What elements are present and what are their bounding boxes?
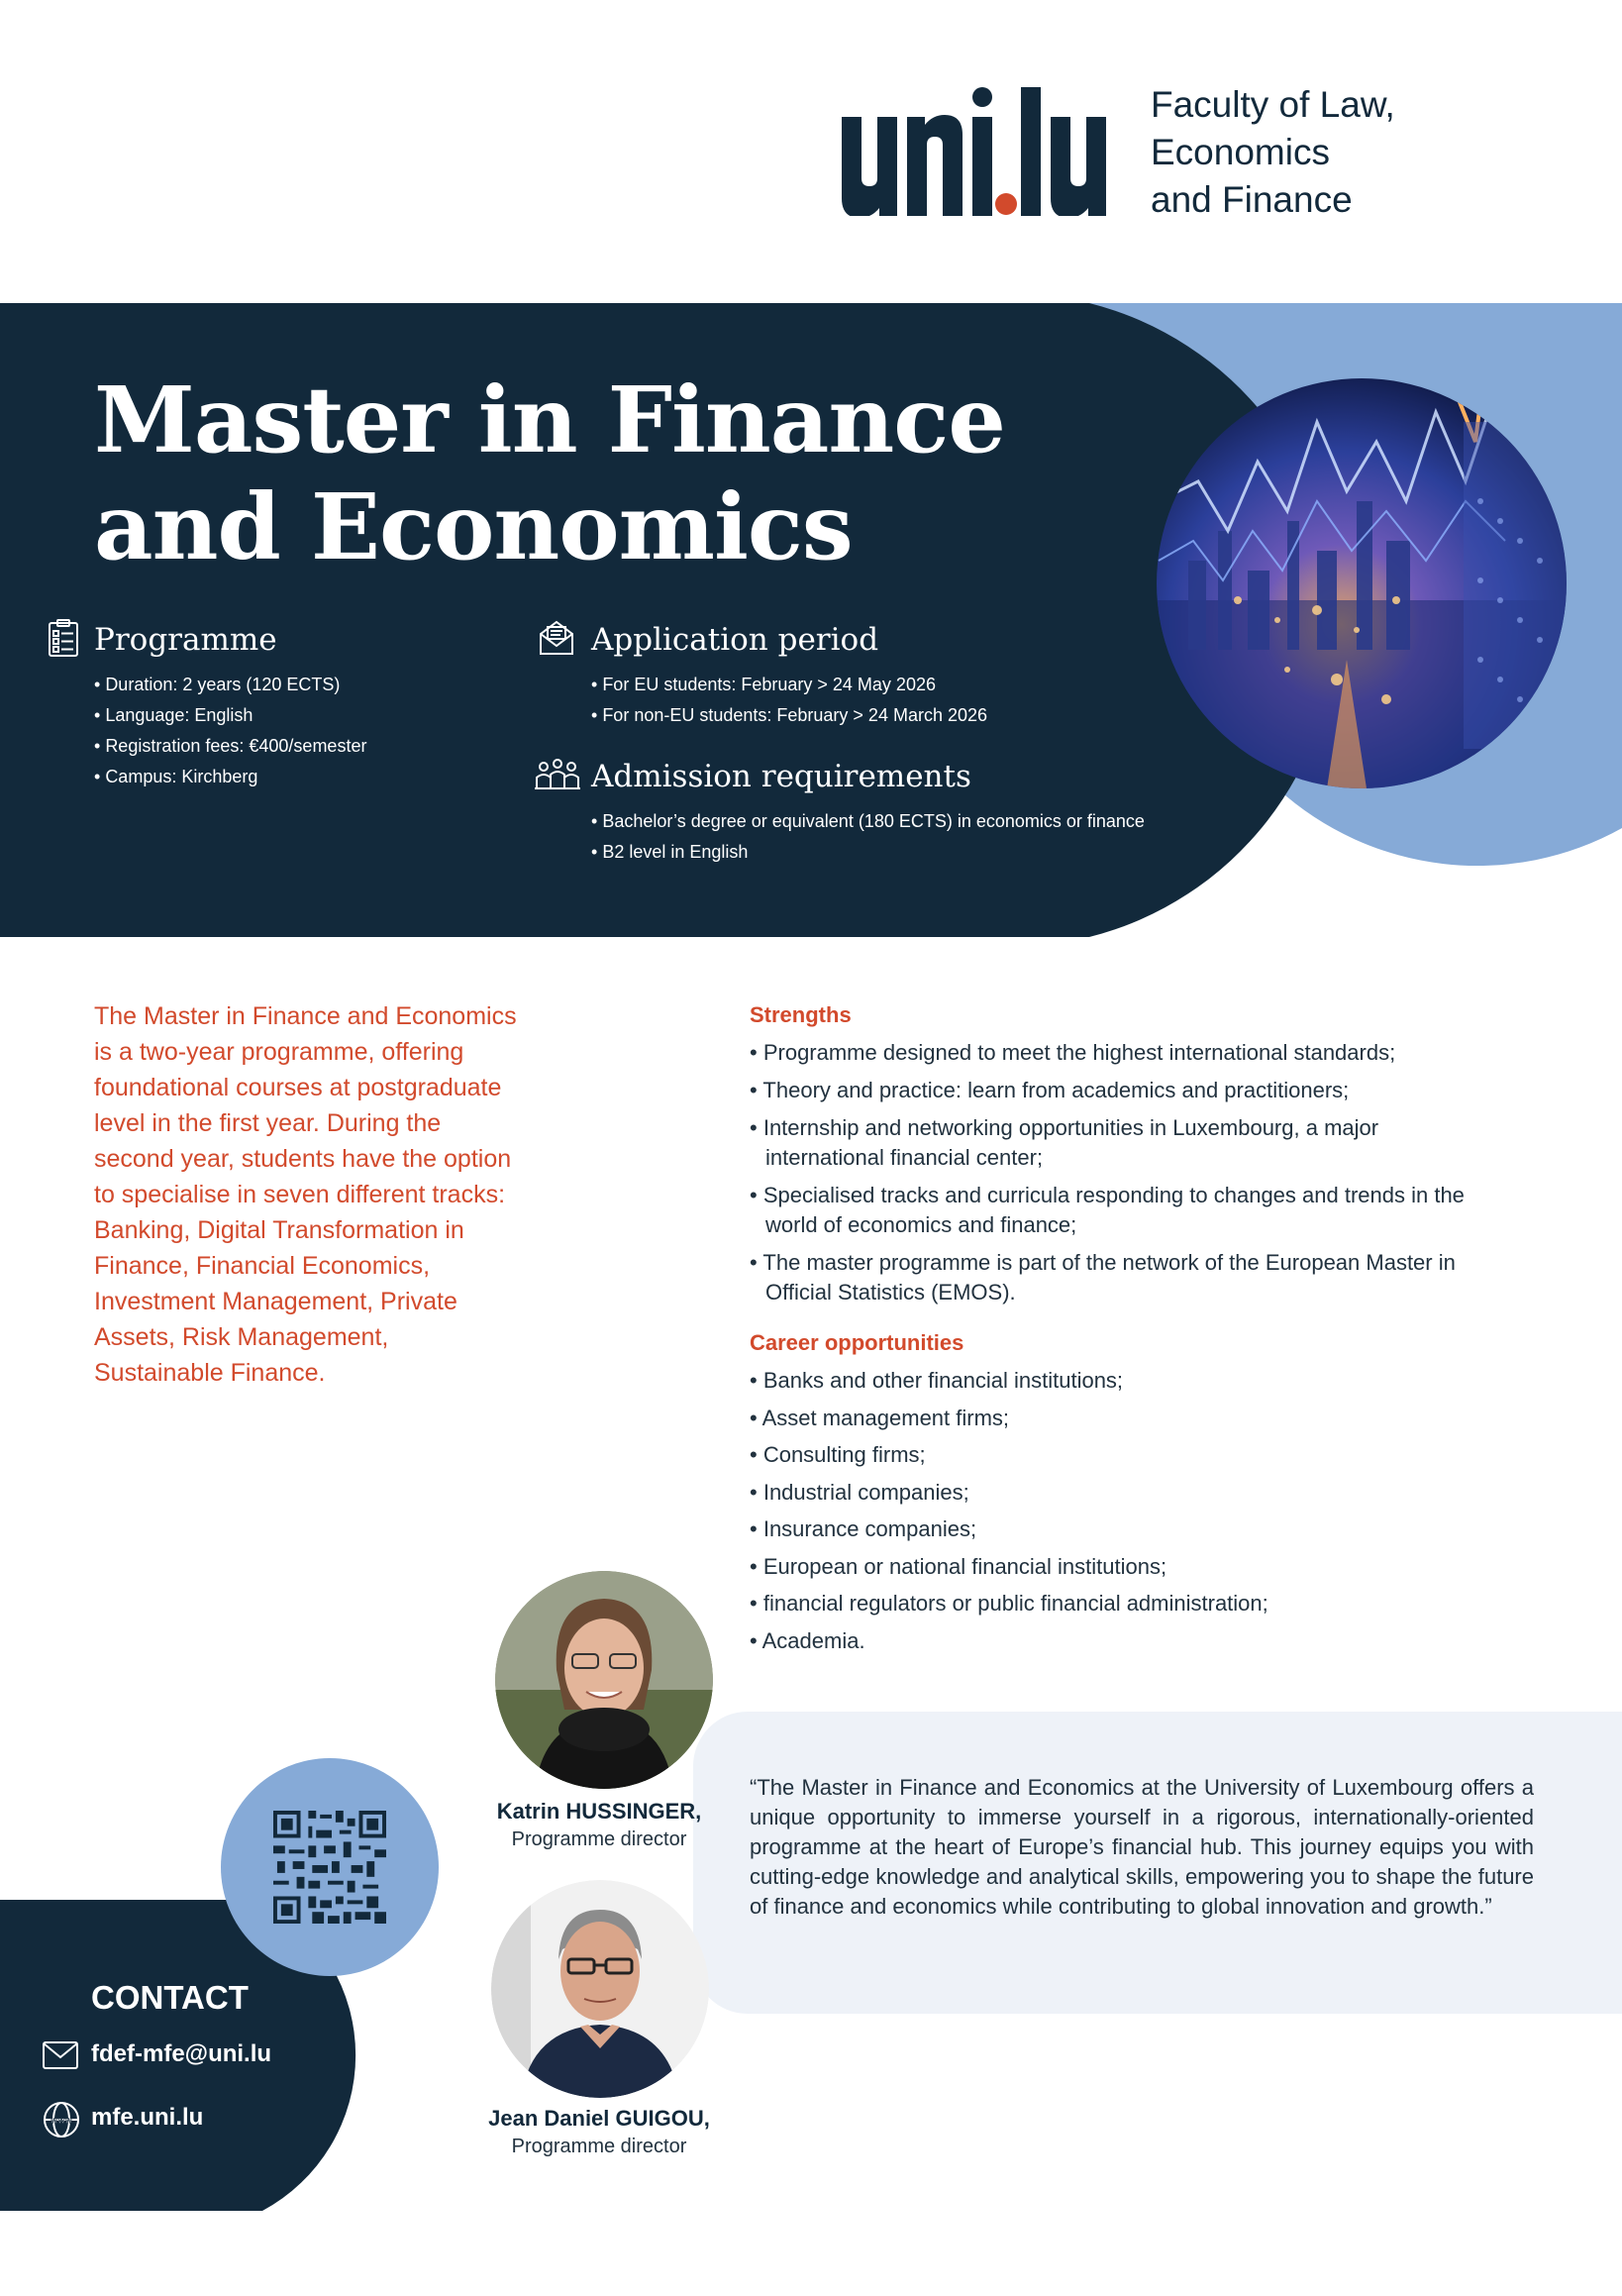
page-title bbox=[94, 366, 1134, 580]
list-item: • Insurance companies; bbox=[750, 1514, 1502, 1544]
people-icon bbox=[533, 755, 582, 794]
contact-heading: CONTACT bbox=[91, 1979, 249, 2016]
list-item: • Asset management firms; bbox=[750, 1404, 1502, 1433]
qr-code-icon[interactable] bbox=[273, 1811, 386, 1924]
list-item: • Campus: Kirchberg bbox=[94, 762, 366, 792]
list-item: • B2 level in English bbox=[591, 837, 1145, 868]
list-item: • Banks and other financial institutions; bbox=[750, 1366, 1502, 1396]
director-photo-guigou bbox=[491, 1880, 709, 2098]
list-item: • European or national financial institutions; bbox=[750, 1552, 1502, 1582]
faculty-line: Faculty of Law, bbox=[1151, 84, 1395, 125]
mail-icon bbox=[43, 2040, 78, 2070]
list-item: • Internship and networking opportunities in Luxembourg, a major international financial center; bbox=[750, 1113, 1502, 1173]
admission-list bbox=[591, 806, 1145, 868]
director-name: Katrin HUSSINGER, bbox=[496, 1799, 702, 1824]
uni-lu-logo bbox=[840, 87, 1122, 216]
clipboard-icon bbox=[44, 618, 83, 658]
programme-heading: Programme bbox=[94, 622, 277, 658]
director-name: Jean Daniel GUIGOU, bbox=[488, 2106, 710, 2131]
director-quote: “The Master in Finance and Economics at the University of Luxembourg offers a unique opportunity to immerse yourself in a rigorous, internationally-oriented programme at the heart of Europe’s financial hub. This journey equips you with cutting-edge knowledge and analytical skills, empowering you to shape the future of finance and economics while contributing to global innovation and growth.” bbox=[750, 1775, 1534, 1919]
admission-heading: Admission requirements bbox=[591, 759, 971, 794]
director-photo-hussinger bbox=[495, 1571, 713, 1789]
faculty-line: and Finance bbox=[1151, 179, 1353, 220]
careers-list bbox=[750, 1366, 1502, 1663]
director-role: Programme director bbox=[511, 2136, 687, 2157]
list-item: • Duration: 2 years (120 ECTS) bbox=[94, 670, 366, 700]
careers-heading: Career opportunities bbox=[750, 1330, 964, 1355]
faculty-name bbox=[1151, 81, 1567, 224]
globe-icon bbox=[43, 2101, 80, 2139]
title-line: Master in Finance bbox=[94, 366, 1005, 473]
intro-paragraph: The Master in Finance and Economics is a two-year programme, offering foundational courses at postgraduate level in the first year. During the second year, students have the option to specialise in seven different tracks: Banking, Digital Transformation in Finance, Financial Economics, Investment Management, Private Assets, Risk Management, Sustainable Finance. bbox=[94, 1002, 517, 1387]
list-item: • Bachelor’s degree or equivalent (180 ECTS) in economics or finance bbox=[591, 806, 1145, 837]
list-item: • Programme designed to meet the highest international standards; bbox=[750, 1038, 1502, 1068]
svg-text:www: www bbox=[50, 2116, 73, 2127]
programme-list bbox=[94, 670, 366, 792]
list-item: • Consulting firms; bbox=[750, 1440, 1502, 1470]
list-item: • Language: English bbox=[94, 700, 366, 731]
envelope-icon bbox=[537, 618, 576, 658]
list-item: • Theory and practice: learn from academics and practitioners; bbox=[750, 1076, 1502, 1105]
application-list bbox=[591, 670, 987, 731]
list-item: • Academia. bbox=[750, 1626, 1502, 1656]
application-heading: Application period bbox=[591, 622, 879, 658]
title-line: and Economics bbox=[94, 473, 853, 580]
list-item: • The master programme is part of the network of the European Master in Official Statistics (EMOS). bbox=[750, 1248, 1502, 1307]
strengths-list bbox=[750, 1038, 1502, 1315]
contact-website-link[interactable]: mfe.uni.lu bbox=[91, 2104, 204, 2131]
director-role: Programme director bbox=[511, 1828, 687, 1850]
list-item: • financial regulators or public financial administration; bbox=[750, 1589, 1502, 1618]
contact-email-link[interactable]: fdef-mfe@uni.lu bbox=[91, 2040, 272, 2067]
list-item: • Industrial companies; bbox=[750, 1478, 1502, 1508]
list-item: • Registration fees: €400/semester bbox=[94, 731, 366, 762]
faculty-line: Economics bbox=[1151, 132, 1330, 172]
strengths-heading: Strengths bbox=[750, 1002, 852, 1027]
list-item: • For EU students: February > 24 May 2026 bbox=[591, 670, 987, 700]
list-item: • Specialised tracks and curricula responding to changes and trends in the world of economics and finance; bbox=[750, 1181, 1502, 1240]
list-item: • For non-EU students: February > 24 March 2026 bbox=[591, 700, 987, 731]
